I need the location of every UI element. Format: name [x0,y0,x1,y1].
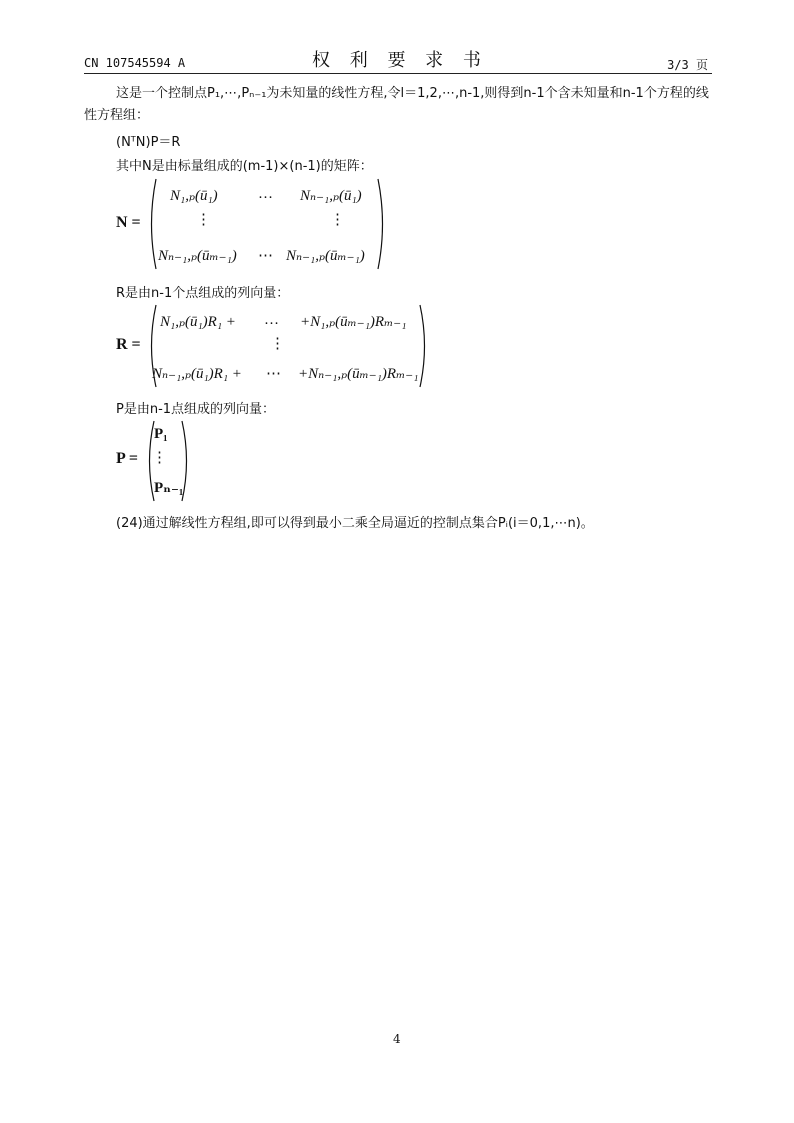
vector-r-cell-1-2: … [264,312,279,328]
vector-p-label: P = [116,450,139,467]
vector-r-cell-3-1: Nₙ₋₁,ₚ(ū₁)R₁ + [152,366,242,382]
paragraph-linear-equation: 这是一个控制点P₁,⋯,Pₙ₋₁为未知量的线性方程,令l＝1,2,⋯,n-1,则得到n-1个含未知量和n-1个方程的线性方程组： [84,86,709,123]
matrix-n-description: 其中N是由标量组成的(m-1)×(n-1)的矩阵： [116,159,373,174]
matrix-n-cell-2-1: ⋮ [196,212,211,228]
step-24-paragraph: (24)通过解线性方程组,即可以得到最小二乘全局逼近的控制点集合Pᵢ(i＝0,1,⋯n)。 [116,516,594,531]
matrix-n-cell-3-2: ⋯ [258,248,273,264]
matrix-n-label: N = [116,214,141,231]
page-number: 4 [393,1032,401,1046]
vector-r-cell-2-2: ⋮ [270,336,285,352]
matrix-n-cell-1-1: N₁,ₚ(ū₁) [170,188,218,204]
vector-r-cell-1-1: N₁,ₚ(ū₁)R₁ + [160,314,236,330]
page-indicator: 3/3 页 [667,58,708,72]
header-divider [84,73,712,74]
vector-p-cell-2: ⋮ [152,450,167,466]
matrix-n-left-bracket [146,178,158,270]
patent-number: CN 107545594 A [84,56,186,70]
vector-r-right-bracket [418,304,430,388]
vector-r-cell-3-2: ⋯ [266,366,281,382]
vector-p-description: P是由n-1点组成的列向量： [116,402,276,417]
document-title: 权 利 要 求 书 [312,50,488,71]
matrix-n-cell-3-3: Nₙ₋₁,ₚ(ūₘ₋₁) [286,248,365,264]
matrix-n-cell-1-3: Nₙ₋₁,ₚ(ū₁) [300,188,362,204]
matrix-n-right-bracket [376,178,388,270]
vector-p-cell-1: P₁ [154,426,168,442]
matrix-n-cell-2-3: ⋮ [330,212,345,228]
vector-r-cell-3-3: +Nₙ₋₁,ₚ(ūₘ₋₁)Rₘ₋₁ [298,366,419,382]
equation-line: (NᵀN)P＝R [116,135,181,150]
vector-r-cell-1-3: +N₁,ₚ(ūₘ₋₁)Rₘ₋₁ [300,314,407,330]
vector-r-description: R是由n-1个点组成的列向量： [116,286,290,301]
matrix-n-cell-3-1: Nₙ₋₁,ₚ(ūₘ₋₁) [158,248,237,264]
vector-p-cell-3: Pₙ₋₁ [154,480,184,496]
vector-r-label: R = [116,336,141,353]
matrix-n-cell-1-2: … [258,186,273,202]
